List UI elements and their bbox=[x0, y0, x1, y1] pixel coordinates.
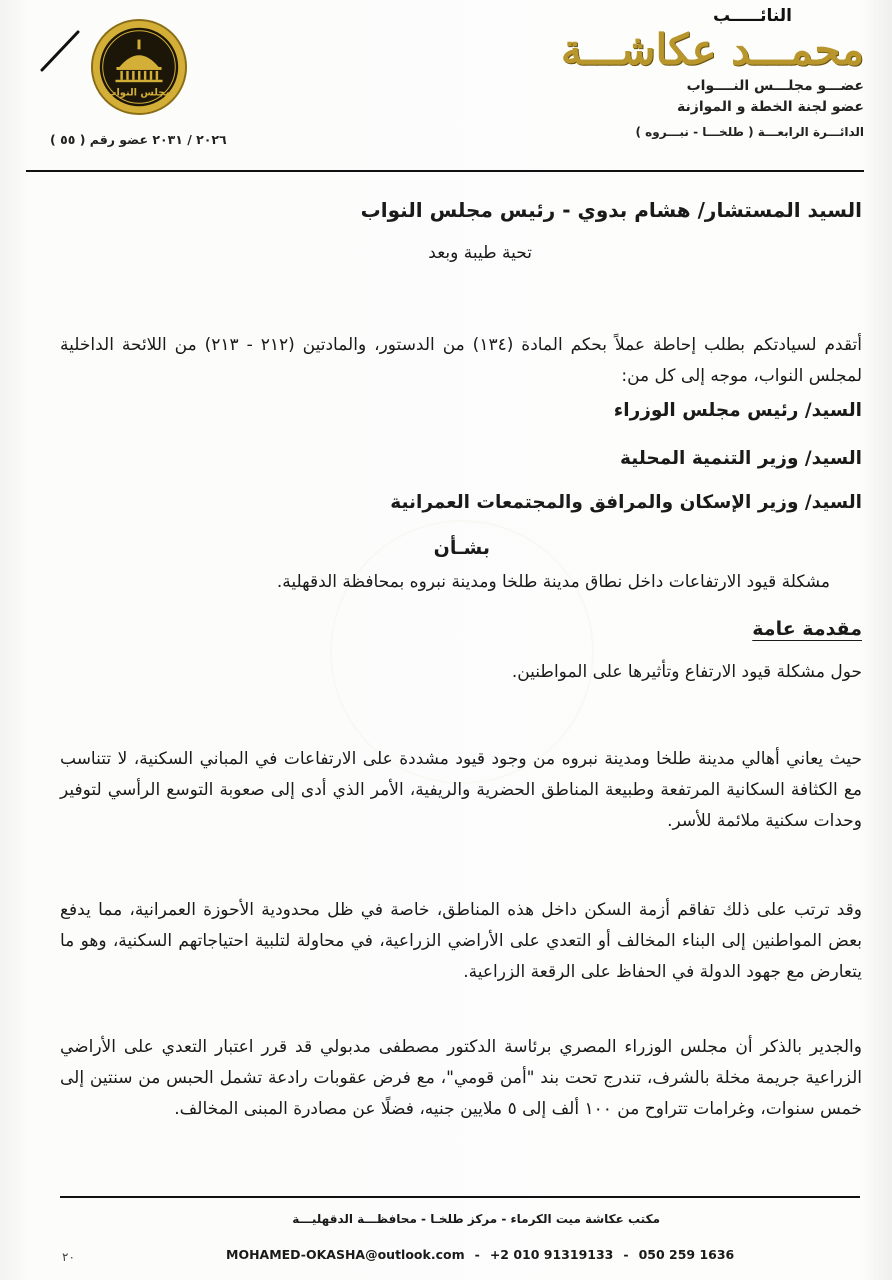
member-number: ٢٠٢٦ / ٢٠٣١ عضو رقم ( ٥٥ ) bbox=[50, 132, 227, 147]
footer-address: مكتب عكاشة ميت الكرماء - مركز طلخـا - محافظـــة الدقهليـــة bbox=[292, 1212, 660, 1226]
email-address: MOHAMED-OKASHA@outlook.com bbox=[226, 1247, 465, 1262]
recipient-2: السيد/ وزير التنمية المحلية bbox=[620, 448, 862, 469]
district-line: الدائـــرة الرابعـــة ( طلخـــا - نبـــروه ) bbox=[635, 125, 864, 139]
footer-divider bbox=[60, 1196, 860, 1198]
subject-heading: بشـأن bbox=[433, 537, 490, 559]
section-heading: مقدمة عامة bbox=[752, 618, 862, 640]
letterhead bbox=[544, 6, 864, 143]
membership-line: عضـــو مجلـــس النــــواب bbox=[686, 78, 864, 94]
page-number: ٢٠ bbox=[62, 1250, 75, 1264]
phone-landline: 050 259 1636 bbox=[638, 1247, 735, 1262]
about-line: حول مشكلة قيود الارتفاع وتأثيرها على المواطنين. bbox=[511, 662, 862, 682]
header-divider bbox=[26, 170, 864, 172]
phone-mobile: +2 010 91319133 bbox=[489, 1247, 614, 1262]
recipient-3: السيد/ وزير الإسكان والمرافق والمجتمعات العمرانية bbox=[390, 492, 862, 513]
committee-line: عضو لجنة الخطة و الموازنة bbox=[677, 99, 864, 115]
subject-line: مشكلة قيود الارتفاعات داخل نطاق مدينة طلخا ومدينة نبروه بمحافظة الدقهلية. bbox=[276, 572, 830, 592]
intro-paragraph: أتقدم لسيادتكم بطلب إحاطة عملاً بحكم المادة (١٣٤) من الدستور، والمادتين (٢١٢ - ٢١٣) من اللائحة الداخلية لمجلس النواب، موجه إلى كل من: bbox=[60, 335, 862, 386]
deputy-title: النائـــــب bbox=[713, 6, 792, 26]
body-paragraph-2: وقد ترتب على ذلك تفاقم أزمة السكن داخل هذه المناطق، خاصة في ظل محدودية الأحوزة العمرانية، مما يدفع بعض المواطنين إلى البناء المخالف أو التعدي على الأراضي الزراعية، في محاولة لتلبية احتياجاتهم السكنية، وهو ما يتعارض مع جهود الدولة في الحفاظ على الرقعة الزراعية. bbox=[60, 900, 862, 982]
seal-text: مجلس النواب bbox=[106, 87, 172, 99]
footer-contact bbox=[226, 1247, 734, 1262]
body-paragraph-1: حيث يعاني أهالي مدينة طلخا ومدينة نبروه من وجود قيود مشددة على الارتفاعات في المباني السكنية، لا تتناسب مع الكثافة السكانية المرتفعة وطبيعة المناطق الحضرية والريفية، الأمر الذي أدى إلى صعوبة التوسع الرأسي لتوفير وحدات سكنية ملائمة للأسر. bbox=[60, 749, 862, 831]
greeting: تحية طيبة وبعد bbox=[428, 243, 532, 263]
handwritten-slash-mark bbox=[38, 30, 82, 74]
body-paragraph-3: والجدير بالذكر أن مجلس الوزراء المصري برئاسة الدكتور مصطفى مدبولي قد قرر اعتبار التعدي على الأراضي الزراعية جريمة مخلة بالشرف، تندرج تحت بند "أمن قومي"، مع فرض عقوبات رادعة تشمل الحبس من سنتين إلى خمس سنوات، وغرامات تتراوح من ١٠٠ ألف إلى ٥ ملايين جنيه، فضلًا عن مصادرة المبنى المخالف. bbox=[60, 1037, 862, 1119]
mp-name: محمـــد عكاشـــة bbox=[560, 25, 864, 74]
contact-separator: - bbox=[623, 1247, 629, 1262]
contact-separator: - bbox=[474, 1247, 480, 1262]
recipient-1: السيد/ رئيس مجلس الوزراء bbox=[613, 400, 862, 421]
addressee: السيد المستشار/ هشام بدوي - رئيس مجلس النواب bbox=[360, 198, 862, 222]
parliament-seal-logo bbox=[90, 18, 188, 116]
